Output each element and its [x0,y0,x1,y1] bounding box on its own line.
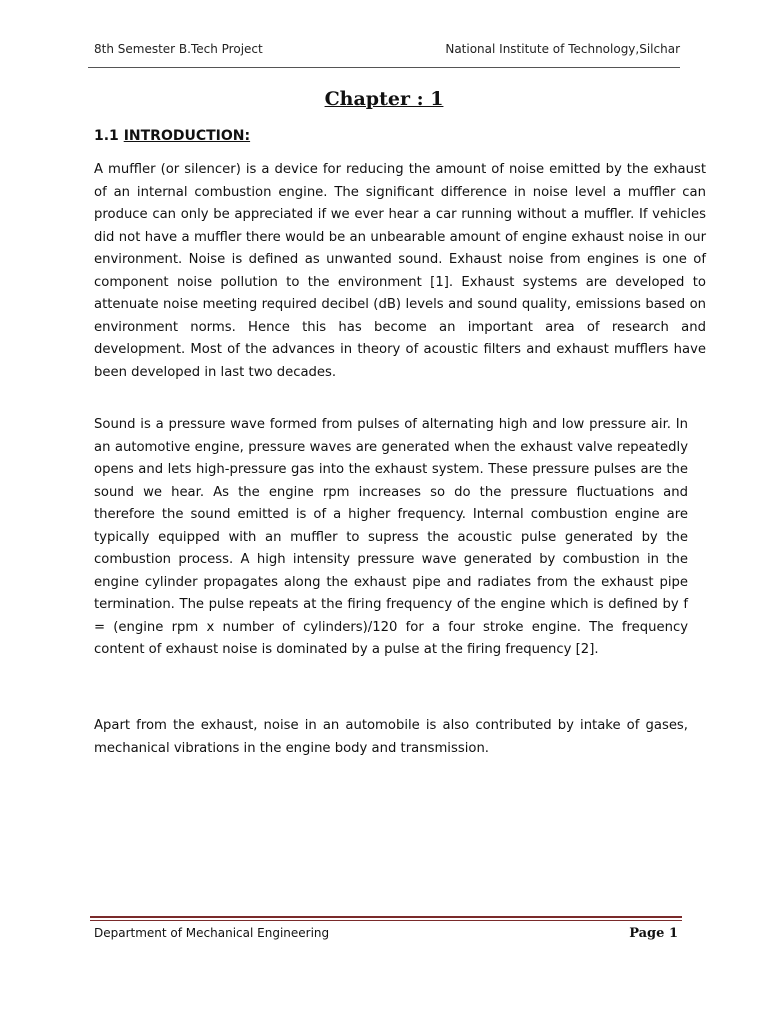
header-institute-label: National Institute of Technology,Silchar [445,42,680,56]
header-project-label: 8th Semester B.Tech Project [94,42,263,56]
footer-divider-thick [90,916,682,918]
header-divider [88,67,680,68]
footer-department-label: Department of Mechanical Engineering [94,926,330,940]
section-title: INTRODUCTION: [123,128,251,144]
paragraph-intro: A muffler (or silencer) is a device for reducing the amount of noise emitted by the exhaust of an internal combustion engine. The significant difference in noise level a muffler can produce can only be appreciated if we ever hear a car running without a muffler. If vehicles did not have a muffler there would be an unbearable amount of engine exhaust noise in our environment. Noise is defined as unwanted sound. Exhaust noise from engines is one of component noise pollution to the environment [1]. Exhaust systems are developed to attenuate noise meeting required decibel (dB) levels and sound quality, emissions based on environment norms. Hence this has become an important area of research and development. Most of the advances in theory of acoustic filters and exhaust mufflers have been developed in last two decades. [94,162,706,380]
footer-divider-thin [90,920,682,921]
paragraph-other-noise: Apart from the exhaust, noise in an automobile is also contributed by intake of gases, mechanical vibrations in the engine body and transmission. [94,718,688,756]
page-footer [94,926,678,944]
paragraph-sound: Sound is a pressure wave formed from pulses of alternating high and low pressure air. In an automotive engine, pressure waves are generated when the exhaust valve repeatedly opens and lets high-pressure gas into the exhaust system. These pressure pulses are the sound we hear. As the engine rpm increases so do the pressure fluctuations and therefore the sound emitted is of a higher frequency. Internal combustion engine are typically equipped with an muffler to supress the acoustic pulse generated by the combustion process. A high intensity pressure wave generated by combustion in the engine cylinder propagates along the exhaust pipe and radiates from the exhaust pipe termination. The pulse repeats at the firing frequency of the engine which is defined by f = (engine rpm x number of cylinders)/120 for a four stroke engine. The frequency content of exhaust noise is dominated by a pulse at the firing frequency [2]. [94,417,688,657]
chapter-title: Chapter : 1 [324,88,444,110]
section-heading [94,128,250,144]
page-header [94,42,680,60]
page-number: Page 1 [629,926,678,941]
section-number: 1.1 [94,128,119,144]
